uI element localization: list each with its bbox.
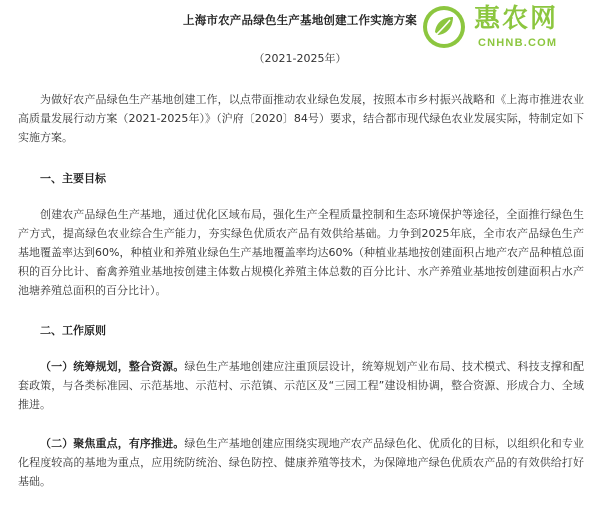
- principle-1-body: 绿色生产基地创建应注重顶层设计，统筹规划产业布局、技术模式、科技支撑和配套政策，与各类标准园、示范基地、示范村、示范镇、示范区及“三园工程”建设相协调，整合资源、形成合力、全域推进。: [18, 360, 585, 411]
- document-title: 上海市农产品绿色生产基地创建工作实施方案: [183, 13, 417, 27]
- principle-paragraph-2: [18, 434, 584, 491]
- site-logo[interactable]: [422, 3, 597, 53]
- leaf-logo-icon: [422, 5, 466, 49]
- section-heading-principles: 二、工作原则: [40, 324, 106, 337]
- principle-2-body: 绿色生产基地创建应围绕实现地产农产品绿色化、优质化的目标，以组织化和专业化程度较高的基地为重点，应用统防统治、绿色防控、健康养殖等技术，为保障地产绿色优质农产品的有效供给打好基础。: [18, 437, 585, 488]
- section-heading-goals: 一、主要目标: [40, 172, 106, 185]
- logo-brand-cn: 惠农网: [474, 4, 559, 34]
- principle-paragraph-1: [18, 357, 584, 414]
- intro-paragraph: 为做好农产品绿色生产基地创建工作，以点带面推动农业绿色发展，按照本市乡村振兴战略和《上海市推进农业高质量发展行动方案（2021-2025年）》（沪府〔2020〕84号）要求，结合都市现代绿色农业发展实际，特制定如下实施方案。: [18, 93, 584, 144]
- principle-1-lead: （一）统筹规划，整合资源。: [40, 360, 185, 373]
- document-subtitle: （2021-2025年）: [253, 52, 347, 65]
- logo-brand-en: CNHNB.COM: [478, 37, 558, 49]
- principle-2-lead: （二）聚焦重点，有序推进。: [40, 437, 185, 450]
- goals-paragraph: 创建农产品绿色生产基地，通过优化区域布局，强化生产全程质量控制和生态环境保护等途径，全面推行绿色生产方式，提高绿色农业综合生产能力，夯实绿色优质农产品有效供给基础。力争到2025年底，全市农产品绿色生产基地覆盖率达到60%，种植业和养殖业绿色生产基地覆盖率均达60%（种植业基地按创建面积占地产农产品种植总面积的百分比计、畜禽养殖业基地按创建主体数占规模化养殖主体总数的百分比计、水产养殖业基地按创建面积占水产池塘养殖总面积的百分比计）。: [18, 208, 584, 297]
